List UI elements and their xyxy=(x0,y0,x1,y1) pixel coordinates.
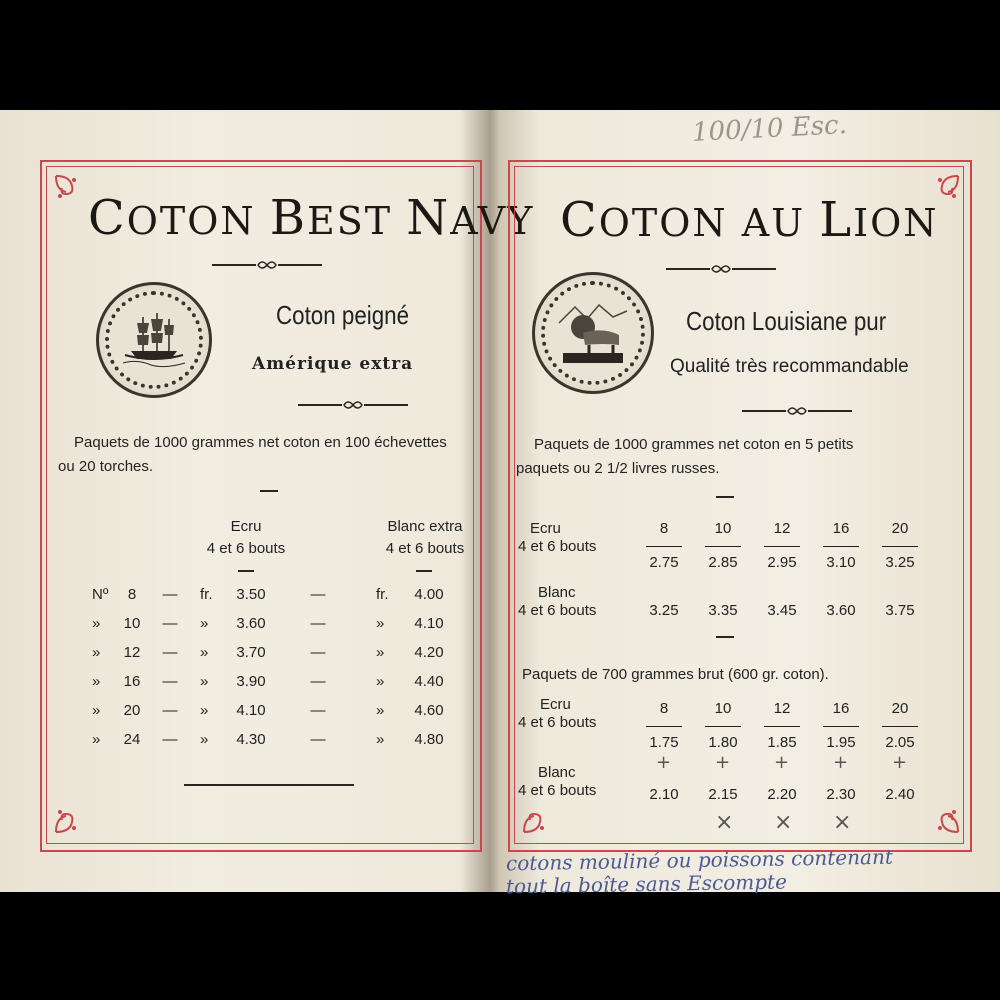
row-number-prefix: Nº xyxy=(92,586,109,603)
row-number-prefix: » xyxy=(92,731,101,748)
blanc-price: 4.10 xyxy=(414,615,444,632)
intro-text-line: Paquets de 1000 grammes net coton en 100 échevettes xyxy=(74,434,447,451)
size-header: 12 xyxy=(773,520,791,537)
blanc-price: 4.20 xyxy=(414,644,444,661)
size-header: 16 xyxy=(832,520,850,537)
handwritten-note-top: 100/10 Esc. xyxy=(691,109,848,149)
row-label-blanc: Blanc xyxy=(538,764,576,781)
short-rule xyxy=(260,490,278,492)
row-number: 10 xyxy=(123,615,141,632)
row-separator: — xyxy=(310,673,326,690)
pencil-plus-mark-icon: + xyxy=(833,752,849,773)
divider-ornament xyxy=(212,256,322,268)
row-number-prefix: » xyxy=(92,673,101,690)
fraction-rule xyxy=(764,546,800,547)
intro-text-line: Paquets de 1000 grammes net coton en 5 petits xyxy=(534,436,854,453)
left-page xyxy=(0,110,535,892)
ecru-price: 3.70 xyxy=(236,644,266,661)
pencil-cross-mark-icon: × xyxy=(715,810,734,835)
row-separator: — xyxy=(310,702,326,719)
quality-label: Qualité très recommandable xyxy=(670,356,909,377)
price-cell: 1.95 xyxy=(826,734,856,751)
price-cell: 2.05 xyxy=(885,734,915,751)
handwritten-note-line: tout la boîte sans Escompte xyxy=(505,869,788,899)
fraction-rule xyxy=(882,546,918,547)
currency-label: fr. xyxy=(200,586,213,603)
row-number-prefix: » xyxy=(92,644,101,661)
currency-label: » xyxy=(200,644,209,661)
blanc-price: 4.00 xyxy=(414,586,444,603)
column-subheader-ecru: 4 et 6 bouts xyxy=(206,540,286,557)
lion-emblem xyxy=(532,272,654,394)
price-cell: 2.30 xyxy=(826,786,856,803)
blanc-price: 4.60 xyxy=(414,702,444,719)
price-cell: 1.85 xyxy=(767,734,797,751)
column-header-blanc: Blanc extra xyxy=(387,518,463,535)
row-label-ecru-sub: 4 et 6 bouts xyxy=(518,538,597,555)
size-header: 8 xyxy=(659,520,669,537)
currency-label: » xyxy=(200,673,209,690)
product-subtitle: Coton Louisiane pur xyxy=(686,306,887,336)
divider-ornament xyxy=(298,396,408,408)
size-header: 8 xyxy=(659,700,669,717)
price-cell: 3.10 xyxy=(826,554,856,571)
size-header: 12 xyxy=(773,700,791,717)
column-subheader-blanc: 4 et 6 bouts xyxy=(385,540,465,557)
row-label-blanc-sub: 4 et 6 bouts xyxy=(518,602,597,619)
short-rule xyxy=(238,570,254,572)
fraction-rule xyxy=(705,726,741,727)
row-number-prefix: » xyxy=(92,615,101,632)
short-rule xyxy=(716,636,734,638)
price-cell: 2.75 xyxy=(649,554,679,571)
quality-label: Amérique extra xyxy=(252,354,414,374)
size-header: 20 xyxy=(891,520,909,537)
currency-label: » xyxy=(376,615,385,632)
open-book xyxy=(0,110,1000,892)
short-rule xyxy=(416,570,432,572)
row-separator: — xyxy=(310,644,326,661)
currency-label: » xyxy=(200,702,209,719)
row-separator: — xyxy=(310,586,326,603)
row-dash: — xyxy=(162,586,178,603)
price-cell: 3.60 xyxy=(826,602,856,619)
pencil-plus-mark-icon: + xyxy=(656,752,672,773)
row-separator: — xyxy=(310,615,326,632)
fraction-rule xyxy=(882,726,918,727)
row-dash: — xyxy=(162,731,178,748)
price-cell: 2.10 xyxy=(649,786,679,803)
corner-ornament-icon xyxy=(520,798,558,836)
row-number: 8 xyxy=(127,586,137,603)
currency-label: » xyxy=(376,644,385,661)
price-cell: 3.45 xyxy=(767,602,797,619)
row-label-ecru: Ecru xyxy=(540,696,571,713)
page-title: COTON BEST NAVY xyxy=(88,190,535,246)
column-header-ecru: Ecru xyxy=(230,518,262,535)
row-dash: — xyxy=(162,615,178,632)
price-cell: 2.85 xyxy=(708,554,738,571)
price-cell: 2.15 xyxy=(708,786,738,803)
row-number: 16 xyxy=(123,673,141,690)
ecru-price: 3.50 xyxy=(236,586,266,603)
row-number: 24 xyxy=(123,731,141,748)
currency-label: » xyxy=(376,673,385,690)
row-label-blanc: Blanc xyxy=(538,584,576,601)
price-cell: 1.80 xyxy=(708,734,738,751)
fraction-rule xyxy=(705,546,741,547)
row-separator: — xyxy=(310,731,326,748)
price-cell: 3.25 xyxy=(649,602,679,619)
second-intro-text: Paquets de 700 grammes brut (600 gr. coton). xyxy=(522,666,829,683)
divider-ornament xyxy=(742,402,852,414)
fraction-rule xyxy=(764,726,800,727)
pencil-plus-mark-icon: + xyxy=(774,752,790,773)
ecru-price: 3.90 xyxy=(236,673,266,690)
blanc-price: 4.80 xyxy=(414,731,444,748)
currency-label: » xyxy=(200,615,209,632)
bottom-rule xyxy=(184,784,354,786)
intro-text-line: paquets ou 2 1/2 livres russes. xyxy=(516,460,720,477)
price-cell: 2.40 xyxy=(885,786,915,803)
row-label-ecru-sub: 4 et 6 bouts xyxy=(518,714,597,731)
divider-ornament xyxy=(666,260,776,272)
fraction-rule xyxy=(646,546,682,547)
pencil-cross-mark-icon: × xyxy=(833,810,852,835)
row-label-blanc-sub: 4 et 6 bouts xyxy=(518,782,597,799)
price-cell: 3.75 xyxy=(885,602,915,619)
corner-ornament-icon xyxy=(924,798,962,836)
size-header: 10 xyxy=(714,520,732,537)
price-cell: 2.20 xyxy=(767,786,797,803)
row-label-ecru: Ecru xyxy=(530,520,561,537)
corner-ornament-icon xyxy=(52,172,90,210)
ecru-price: 3.60 xyxy=(236,615,266,632)
row-number: 12 xyxy=(123,644,141,661)
currency-label: » xyxy=(376,731,385,748)
fraction-rule xyxy=(823,726,859,727)
size-header: 20 xyxy=(891,700,909,717)
ecru-price: 4.10 xyxy=(236,702,266,719)
fraction-rule xyxy=(823,546,859,547)
page-title: COTON AU LION xyxy=(560,192,939,248)
row-dash: — xyxy=(162,673,178,690)
handwritten-note-line: cotons mouliné ou poissons contenant xyxy=(505,844,894,876)
price-cell: 1.75 xyxy=(649,734,679,751)
row-dash: — xyxy=(162,644,178,661)
fraction-rule xyxy=(646,726,682,727)
pencil-plus-mark-icon: + xyxy=(715,752,731,773)
intro-text-line: ou 20 torches. xyxy=(58,458,154,475)
size-header: 16 xyxy=(832,700,850,717)
size-header: 10 xyxy=(714,700,732,717)
ecru-price: 4.30 xyxy=(236,731,266,748)
row-number: 20 xyxy=(123,702,141,719)
product-subtitle: Coton peigné xyxy=(276,300,410,330)
pencil-plus-mark-icon: + xyxy=(892,752,908,773)
right-page xyxy=(498,110,1000,892)
price-cell: 3.35 xyxy=(708,602,738,619)
currency-label: » xyxy=(376,702,385,719)
price-cell: 2.95 xyxy=(767,554,797,571)
currency-label: » xyxy=(200,731,209,748)
row-dash: — xyxy=(162,702,178,719)
row-number-prefix: » xyxy=(92,702,101,719)
short-rule xyxy=(716,496,734,498)
price-cell: 3.25 xyxy=(885,554,915,571)
ship-emblem xyxy=(96,282,212,398)
corner-ornament-icon xyxy=(52,798,90,836)
pencil-cross-mark-icon: × xyxy=(774,810,793,835)
currency-label: fr. xyxy=(376,586,389,603)
blanc-price: 4.40 xyxy=(414,673,444,690)
